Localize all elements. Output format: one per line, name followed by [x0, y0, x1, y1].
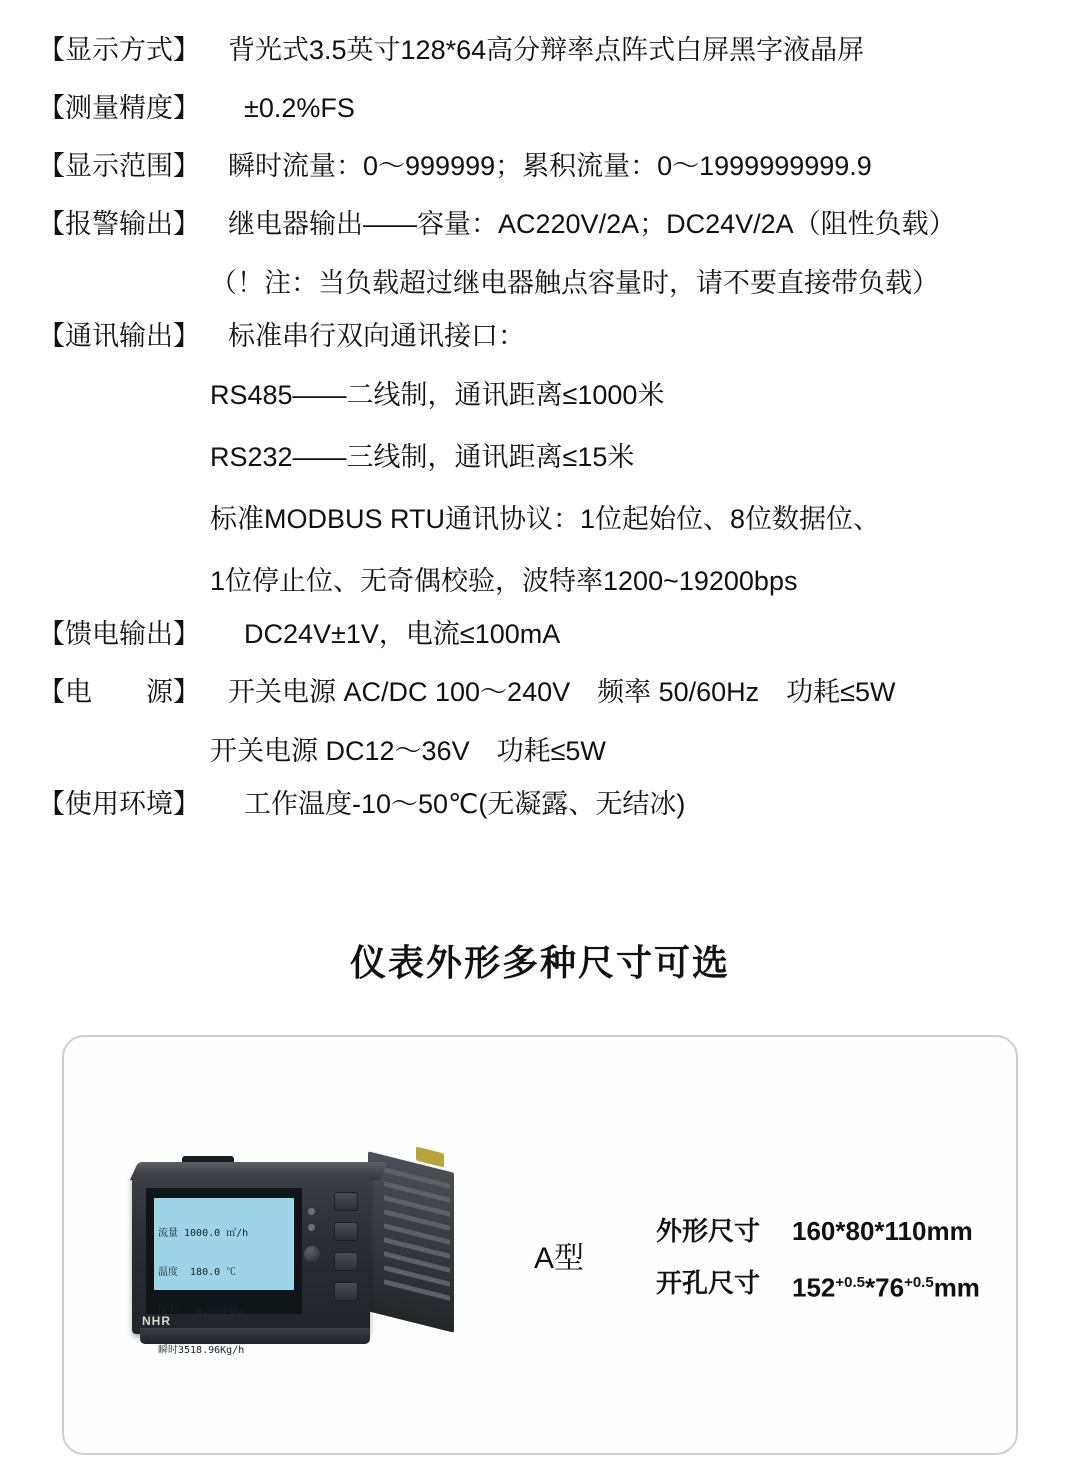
key-button-3[interactable]	[334, 1252, 358, 1271]
spec-label: 【馈电输出】	[38, 619, 200, 649]
spec-sub-modbus-2: 1位停止位、无奇偶校验，波特率1200~19200bps	[210, 566, 798, 596]
cutout-sup1: +0.5	[835, 1274, 866, 1291]
product-card	[62, 1035, 1018, 1455]
spec-note-alarm: （！注：当负载超过继电器触点容量时，请不要直接带负载）	[210, 268, 939, 298]
device-keypad[interactable]	[334, 1192, 360, 1312]
spec-sub-modbus-1: 标准MODBUS RTU通讯协议：1位起始位、8位数据位、	[210, 504, 881, 534]
spec-row-feed-output	[0, 612, 1080, 656]
cutout-unit: mm	[933, 1272, 980, 1303]
specification-list	[0, 28, 1080, 840]
status-led-icon-2	[308, 1224, 315, 1231]
dimension-value: 160*80*110mm	[792, 1216, 973, 1246]
device-base	[140, 1328, 370, 1344]
spec-row-power-supply	[0, 670, 1080, 714]
cutout-sup2: +0.5	[904, 1274, 934, 1291]
spec-sub-rs485: RS485——二线制，通讯距离≤1000米	[210, 380, 665, 410]
spec-row-alarm-output	[0, 202, 1080, 246]
spec-value: 开关电源 AC/DC 100～240V 频率 50/60Hz 功耗≤5W	[228, 677, 896, 707]
dimension-table	[656, 1205, 980, 1314]
lcd-line-instant: 瞬时3518.96Kg/h	[158, 1345, 245, 1356]
spec-label: 【显示范围】	[38, 151, 200, 181]
cutout-key: 开孔尺寸	[656, 1268, 761, 1298]
dimension-row-cutout	[656, 1257, 980, 1314]
key-button-4[interactable]	[334, 1282, 358, 1301]
dimension-row-outline	[656, 1205, 980, 1257]
spec-value: ±0.2%FS	[244, 93, 355, 123]
dimension-key: 外形尺寸	[656, 1216, 761, 1246]
spec-value: 标准串行双向通讯接口：	[228, 321, 525, 351]
spec-label: 【通讯输出】	[38, 321, 200, 351]
spec-row-accuracy	[0, 86, 1080, 130]
spec-row-display-mode	[0, 28, 1080, 72]
model-label: A型	[534, 1242, 585, 1275]
spec-value: 工作温度-10～50℃(无凝露、无结冰)	[244, 789, 686, 819]
spec-row-communication	[0, 314, 1080, 358]
section-title: 仪表外形多种尺寸可选	[349, 942, 730, 983]
lcd-line-flow: 流量 1000.0 ㎡/h	[158, 1228, 249, 1239]
lcd-line-temperature: 温度 180.0 ℃	[158, 1267, 237, 1278]
spec-value: DC24V±1V，电流≤100mA	[244, 619, 561, 649]
spec-sub-power-dc: 开关电源 DC12～36V 功耗≤5W	[210, 736, 606, 766]
spec-label: 【报警输出】	[38, 209, 200, 239]
spec-value: 瞬时流量：0～999999；累积流量：0～1999999999.9	[228, 151, 872, 181]
status-led-icon	[308, 1208, 315, 1215]
spec-value: 背光式3.5英寸128*64高分辩率点阵式白屏黑字液晶屏	[228, 35, 865, 65]
cutout-value	[792, 1257, 980, 1314]
lcd-line-pressure: 压力 0.600MPa	[158, 1306, 245, 1317]
spec-label: 【电 源】	[38, 677, 200, 707]
cutout-v1: 152	[792, 1272, 836, 1303]
spec-label: 【使用环境】	[38, 789, 200, 819]
key-button-2[interactable]	[334, 1222, 358, 1241]
device-front-panel	[132, 1174, 370, 1356]
spec-value: 继电器输出——容量：AC220V/2A；DC24V/2A（阻性负载）	[228, 209, 956, 239]
spec-row-environment	[0, 782, 1080, 826]
knob-icon	[304, 1246, 320, 1262]
key-button-1[interactable]	[334, 1192, 358, 1211]
device-illustration	[124, 1132, 544, 1362]
brand-logo: NHR	[142, 1314, 171, 1328]
cutout-mid: *76	[865, 1272, 905, 1303]
device-rear-housing	[368, 1151, 454, 1332]
spec-label: 【显示方式】	[38, 35, 200, 65]
spec-label: 【测量精度】	[38, 93, 200, 123]
spec-sub-rs232: RS232——三线制，通讯距离≤15米	[210, 442, 635, 472]
spec-row-display-range	[0, 144, 1080, 188]
